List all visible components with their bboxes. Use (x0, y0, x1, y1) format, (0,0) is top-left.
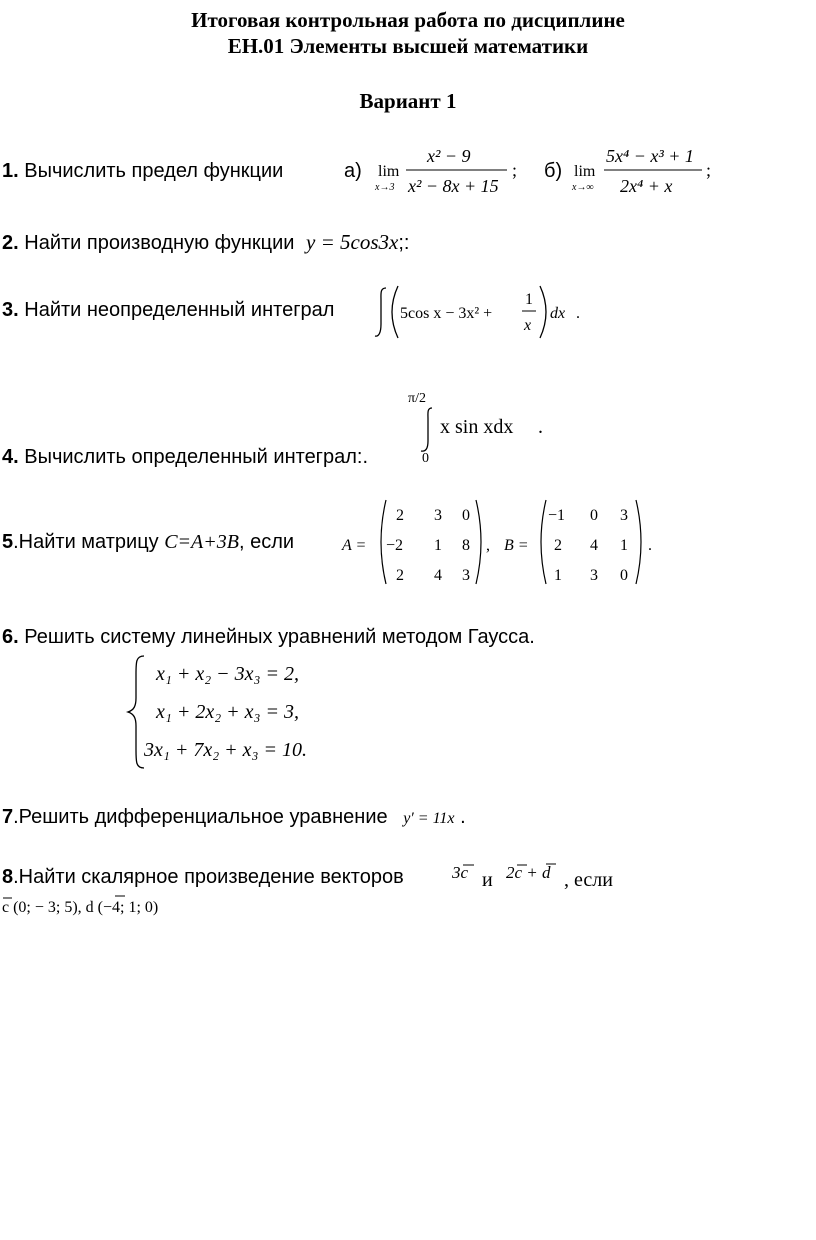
matrix-cell: 2 (554, 537, 562, 554)
integral-sign (421, 408, 432, 451)
matrix-cell: 1 (434, 537, 442, 554)
task-3 (2, 299, 334, 322)
matrix-cell: −2 (386, 537, 404, 554)
matrix-cell: 4 (434, 567, 442, 584)
task-number: 1. (2, 160, 19, 182)
matrix-b-left-bracket (541, 500, 546, 584)
matrix-cell: 1 (554, 567, 562, 584)
lower-limit: 0 (422, 451, 429, 466)
variant-title: Вариант 1 (359, 89, 457, 113)
matrix-a (386, 507, 470, 584)
equation-3: 3x₁ + 7x₂ + x₃ = 10. (144, 739, 307, 761)
matrix-end: . (648, 537, 652, 554)
task-6-system (124, 652, 384, 772)
lim-subscript: x→3 (375, 182, 395, 193)
task-6 (2, 626, 535, 649)
task-5 (2, 531, 294, 554)
task-text: Вычислить определенный интеграл:. (24, 446, 369, 468)
matrix-cell: 3 (620, 507, 628, 524)
task-8 (2, 866, 404, 889)
task-number: 3. (2, 299, 19, 321)
task-formula: y′ = 11x (403, 810, 455, 827)
task-5-matrices (340, 494, 670, 590)
task-1 (2, 160, 283, 183)
task-formula: y = 5cos3x (306, 230, 399, 254)
task-tail: , если (564, 869, 613, 891)
task-1-limit-b (570, 140, 730, 204)
system-brace (128, 656, 144, 768)
task-1-part-a-label: а) (344, 160, 362, 182)
task-tail: . (460, 806, 466, 828)
task-text: Вычислить предел функции (24, 160, 284, 182)
course-title: ЕН.01 Элементы высшей математики (227, 34, 589, 58)
matrix-cell: 2 (396, 567, 404, 584)
task-number: 8 (2, 866, 14, 888)
left-paren (392, 286, 398, 338)
matrix-a-label: A = (342, 537, 367, 554)
matrix-cell: 0 (590, 507, 598, 524)
matrix-cell: 3 (590, 567, 598, 584)
task-4 (2, 446, 368, 469)
task-text: Решить систему линейных уравнений методом Гаусса. (24, 626, 535, 648)
vector-expression-2: 2c + d (506, 863, 551, 882)
task-1-part-b-label: б) (544, 160, 563, 182)
matrix-cell: 3 (434, 507, 442, 524)
matrix-b-label: B = (504, 537, 529, 554)
fraction-numerator: 5x⁴ − x³ + 1 (606, 146, 694, 166)
vector-coordinates: c (0; − 3; 5), d (−4; 1; 0) (2, 899, 159, 916)
vector-expression-1: 3c (452, 863, 469, 882)
integrand: x sin xdx (440, 416, 514, 438)
matrix-cell: 3 (462, 567, 470, 584)
task-8-vectors (450, 856, 630, 892)
task-4-integral (408, 386, 568, 466)
task-tail: . (538, 416, 543, 438)
equation-1: x₁ + x₂ − 3x₃ = 2, (156, 663, 299, 685)
fraction-numerator: 1 (525, 291, 533, 308)
matrix-cell: −1 (548, 507, 566, 524)
lim-label: lim (574, 163, 596, 180)
task-1-limit-a (372, 140, 532, 204)
matrix-b (548, 507, 628, 584)
fraction-denominator: x (524, 317, 532, 334)
separator: ; (512, 160, 518, 180)
task-tail: ;: (398, 232, 410, 254)
differential: dx (550, 305, 566, 322)
matrix-cell: 8 (462, 537, 470, 554)
task-3-integral (374, 280, 594, 346)
task-text: .Решить дифференциальное уравнение (13, 806, 388, 828)
integral-sign (375, 288, 386, 336)
upper-limit: π/2 (408, 391, 426, 406)
matrix-separator: , (486, 537, 490, 554)
task-number: 2. (2, 232, 19, 254)
fraction-denominator: x² − 8x + 15 (408, 176, 499, 196)
task-text: .Найти матрицу (13, 531, 159, 553)
conjunction: и (482, 869, 493, 891)
matrix-cell: 4 (590, 537, 598, 554)
task-tail: , если (238, 531, 295, 553)
task-2 (2, 230, 409, 255)
matrix-b-right-bracket (636, 500, 641, 584)
lim-subscript: x→∞ (572, 182, 594, 193)
right-paren (540, 286, 546, 338)
task-tail: . (576, 305, 580, 322)
matrix-cell: 2 (396, 507, 404, 524)
document-title: Итоговая контрольная работа по дисциплине (191, 8, 625, 32)
task-text: Найти производную функции (24, 232, 295, 254)
task-number: 4. (2, 446, 19, 468)
matrix-cell: 0 (462, 507, 470, 524)
task-text: Найти неопределенный интеграл (24, 299, 335, 321)
task-number: 5 (2, 531, 14, 553)
equation-2: x₁ + 2x₂ + x₃ = 3, (156, 701, 299, 723)
matrix-cell: 1 (620, 537, 628, 554)
task-formula: C=A+3B (164, 531, 239, 553)
task-8-condition (0, 892, 220, 920)
matrix-a-right-bracket (476, 500, 481, 584)
fraction-numerator: x² − 9 (427, 146, 471, 166)
task-7 (2, 806, 466, 829)
matrix-cell: 0 (620, 567, 628, 584)
integrand: 5cos x − 3x² + (400, 305, 493, 322)
lim-label: lim (378, 163, 400, 180)
task-number: 7 (2, 806, 14, 828)
task-text: .Найти скалярное произведение векторов (13, 866, 404, 888)
separator: ; (706, 160, 712, 180)
task-number: 6. (2, 626, 19, 648)
fraction-denominator: 2x⁴ + x (620, 176, 673, 196)
